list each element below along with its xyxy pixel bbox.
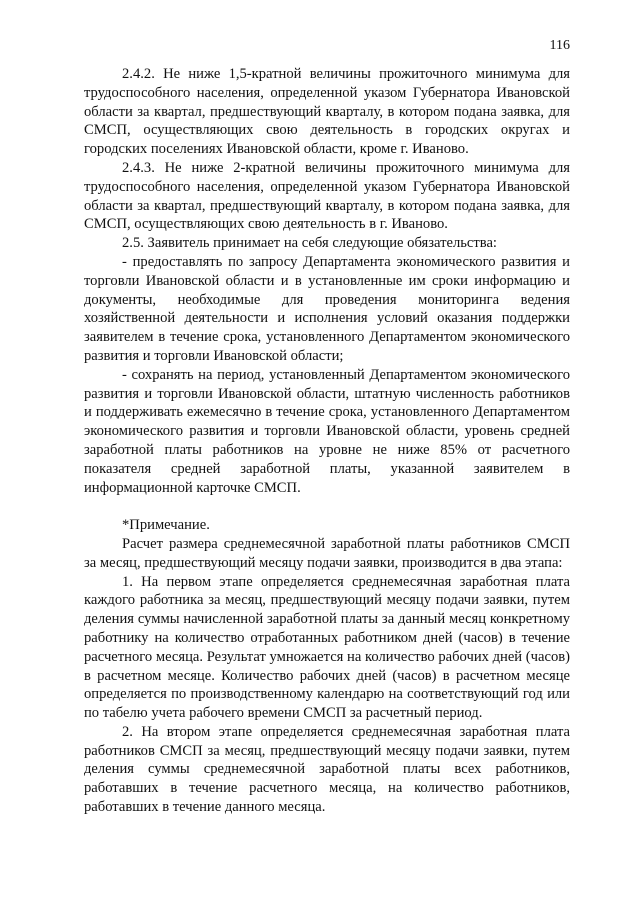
document-body [84,65,570,817]
note-step-1: 1. На первом этапе определяется среднемесячная заработная плата каждого работника за месяц, предшествующий месяцу подачи заявки, путем деления суммы начисленной заработной платы за данный месяц конкретному работнику на количество отработанных работником дней (часов) в течение расчетного месяца. Результат умножается на количество рабочих дней (часов) в расчетном месяце. Количество рабочих дней (часов) в расчетном месяце определяется по производственному календарю на соответствующий год или по табелю учета рабочего времени СМСП за расчетный период. [84,573,570,722]
note-step-2: 2. На втором этапе определяется среднемесячная заработная плата работников СМСП за месяц, предшествующий месяцу подачи заявки, путем деления суммы среднемесячной заработной платы всех работников, работавших в течение расчетного месяца, на количество работников, работавших в течение данного месяца. [84,723,570,816]
note-heading: *Примечание. [122,517,210,534]
clause-2-4-3: 2.4.3. Не ниже 2-кратной величины прожиточного минимума для трудоспособного населения, определенной указом Губернатора Ивановской области за квартал, предшествующий кварталу, в котором подана заявка, для СМСП, осуществляющих свою деятельность в г. Иваново. [84,159,570,233]
obligation-provide-information: - предоставлять по запросу Департамента экономического развития и торговли Ивановской области и в установленные им сроки информацию и документы, необходимые для проведения мониторинга ведения хозяйственной деятельности и исполнения условий оказания поддержки заявителем в течение срока, установленного Департаментом экономического развития и торговли Ивановской области; [84,253,570,364]
page-number: 116 [549,38,570,53]
note-intro: Расчет размера среднемесячной заработной платы работников СМСП за месяц, предшествующий месяцу подачи заявки, производится в два этапа: [84,535,570,571]
clause-2-4-2: 2.4.2. Не ниже 1,5-кратной величины прожиточного минимума для трудоспособного населения, определенной указом Губернатора Ивановской области за квартал, предшествующий кварталу, в котором подана заявка, для СМСП, осуществляющих свою деятельность в городских округах и городских поселениях Ивановской области, кроме г. Иваново. [84,66,570,158]
obligation-maintain-staff: - сохранять на период, установленный Департаментом экономического развития и торговли Ивановской области, штатную численность работников и поддерживать ежемесячно в течение срока, установленного Департаментом экономического развития и торговли Ивановской области, уровень средней заработной платы работников на уровне не ниже 85% от расчетного показателя средней заработной платы, указанной заявителем в информационной карточке СМСП. [84,366,570,496]
clause-2-5: 2.5. Заявитель принимает на себя следующие обязательства: [122,235,497,252]
